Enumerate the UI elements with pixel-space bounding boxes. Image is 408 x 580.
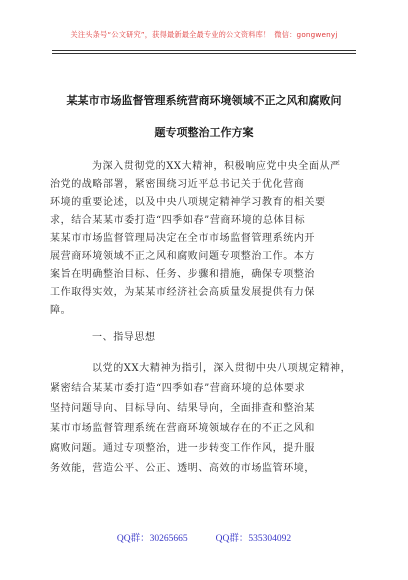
section-line: 某市市场监督管理系统在营商环境领域存在的不正之风和: [50, 423, 315, 434]
footer-qq-group-1: QQ群：30265665: [116, 534, 188, 544]
footer-contact-bar: [0, 530, 408, 548]
paragraph-line: 工作取得实效，为某某市经济社会高质量发展提供有力保: [50, 287, 315, 298]
banner-wechat-text: 微信：gongwenyj: [274, 30, 338, 39]
banner-text: 关注头条号“公文研究”，获得最新最全最专业的公文资料库！: [70, 30, 271, 39]
paragraph-line: 环境的重要论述，以及中央八项规定精神学习教育的相关要: [50, 197, 326, 208]
paragraph-line: 案旨在明确整治目标、任务、步骤和措施，确保专项整治: [50, 269, 315, 280]
paragraph-line: 求，结合某某市委打造“四季如春”营商环境的总体目标: [50, 215, 306, 226]
header-banner: [40, 28, 368, 42]
paragraph-line: 治党的战略部署，紧密围绕习近平总书记关于优化营商: [50, 179, 305, 190]
section-line: 腐败问题。通过专项整治，进一步转变工作作风，提升服: [50, 443, 315, 454]
section-line: 以党的XX大精神为指引，深入贯彻中央八项规定精神，: [92, 363, 352, 374]
header-rule-bottom: [52, 53, 356, 54]
section-heading: 一、指导思想: [92, 332, 156, 343]
paragraph-line: 障。: [50, 305, 72, 316]
header-rule-top: [52, 50, 356, 51]
paragraph-line: 为深入贯彻党的XX大精神，积极响应党中央全面从严: [92, 161, 341, 172]
paragraph-line: 某某市市场监督管理局决定在全市市场监督管理系统内开: [50, 233, 315, 244]
paragraph-line: 展营商环境领域不正之风和腐败问题专项整治工作。本方: [50, 251, 315, 262]
section-line: 务效能，营造公平、公正、透明、高效的市场监管环境，: [50, 463, 315, 474]
section-line: 紧密结合某某市委打造“四季如春”营商环境的总体要求: [50, 383, 306, 394]
footer-qq-group-2: QQ群：535304092: [215, 534, 292, 544]
section-line: 坚持问题导向、目标导向、结果导向，全面排查和整治某: [50, 403, 315, 414]
document-title-line-2: 题专项整治工作方案: [154, 126, 254, 139]
document-title-line-1: 某某市市场监督管理系统营商环境领域不正之风和腐败问: [66, 94, 342, 107]
